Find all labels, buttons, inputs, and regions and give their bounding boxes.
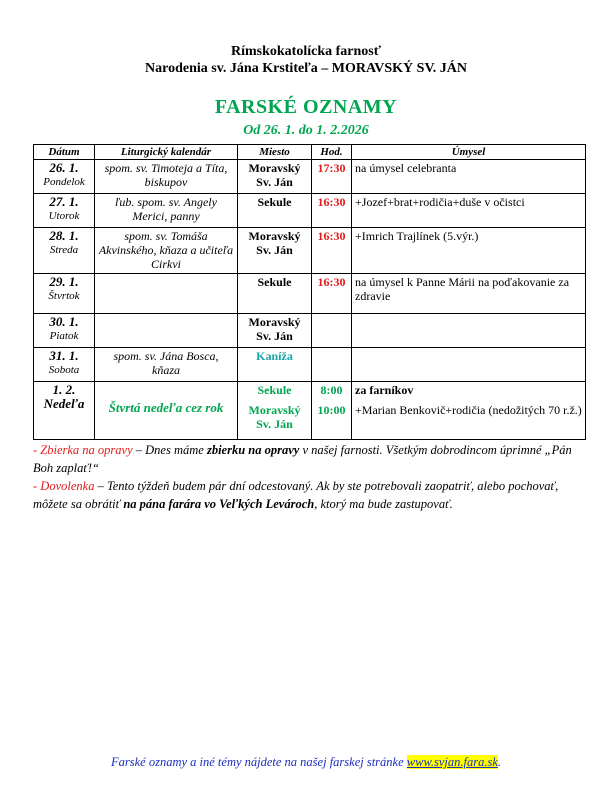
note-emphasis: na pána farára vo Veľkých Levároch <box>123 497 315 511</box>
footer-end: . <box>497 755 501 769</box>
row-date: 31. 1. <box>49 348 79 363</box>
row-date: 27. 1. <box>49 194 79 209</box>
row-intention: +Jozef+brat+rodičia+duše v očistci <box>355 195 525 209</box>
sunday-hour-2: 10:00 <box>317 403 346 417</box>
row-hour: 17:30 <box>317 161 346 175</box>
row-liturgy: spom. sv. Timoteja a Títa, biskupov <box>104 161 228 189</box>
row-day: Štvrtok <box>48 290 80 302</box>
col-header-date: Dátum <box>34 145 95 160</box>
table-row <box>34 274 586 314</box>
parish-subtitle: Narodenia sv. Jána Krstiteľa – MORAVSKÝ SV. JÁN <box>145 61 467 76</box>
table-row <box>34 160 586 194</box>
note-collection-label: Zbierka na opravy <box>40 443 133 457</box>
row-place: Kaníža <box>256 349 293 363</box>
row-place: Moravský Sv. Ján <box>248 229 301 257</box>
row-place: Moravský Sv. Ján <box>248 161 301 189</box>
page-title: FARSKÉ OZNAMY <box>214 96 398 118</box>
note-text: – Dnes máme <box>132 443 207 457</box>
note-vacation-label: Dovolenka <box>40 479 95 493</box>
row-liturgy: ľub. spom. sv. Angely Merici, panny <box>115 195 217 223</box>
col-header-liturgy: Liturgický kalendár <box>95 145 238 160</box>
sunday-liturgy: Štvrtá nedeľa cez rok <box>108 400 224 415</box>
row-hour: 16:30 <box>317 229 346 243</box>
note-emphasis: zbierku na opravy <box>206 443 300 457</box>
row-day: Streda <box>49 244 79 256</box>
row-intention: na úmysel k Panne Márii na poďakovanie za zdravie <box>355 275 570 303</box>
row-day: Pondelok <box>43 176 85 188</box>
sunday-place-1: Sekule <box>257 383 292 397</box>
sunday-intention-1: za farníkov <box>355 383 414 397</box>
row-hour: 16:30 <box>317 195 346 209</box>
col-header-hour: Hod. <box>312 145 352 160</box>
row-day: Utorok <box>48 210 80 222</box>
note-text: , ktorý ma bude zastupovať. <box>314 497 453 511</box>
row-place: Sekule <box>257 195 292 209</box>
col-header-intention: Úmysel <box>352 145 586 160</box>
footer-text: Farské oznamy a iné témy nájdete na našej farskej stránke <box>111 755 407 769</box>
footer <box>0 755 612 770</box>
announcement-collection: - Zbierka na opravy – Dnes máme zbierku na opravy v našej farnosti. Všetkým dobrodincom úprimné „Pán Boh zaplať!“ <box>33 443 572 475</box>
row-date: 28. 1. <box>49 228 79 243</box>
sunday-date: 1. 2. <box>52 382 76 397</box>
row-hour: 16:30 <box>317 275 346 289</box>
sunday-hour-1: 8:00 <box>320 383 343 397</box>
table-row <box>34 228 586 274</box>
row-intention: na úmysel celebranta <box>355 161 457 175</box>
note-text: – Tento týždeň budem pár dní odcestovaný. Ak by ste potrebovali zaopatriť, alebo pochovať, môžete sa obrátiť <box>33 479 559 511</box>
table-header-row <box>34 145 586 160</box>
table-row <box>34 194 586 228</box>
website-link[interactable]: www.svjan.fara.sk <box>406 755 498 769</box>
table-row <box>34 348 586 382</box>
sunday-day: Nedeľa <box>43 396 85 411</box>
schedule-table <box>33 144 586 440</box>
announcement-vacation: - Dovolenka – Tento týždeň budem pár dní odcestovaný. Ak by ste potrebovali zaopatriť, alebo pochovať, môžete sa obrátiť na pána farára vo Veľkých Levároch, ktorý ma bude zastupovať. <box>33 479 559 511</box>
row-place: Sekule <box>257 275 292 289</box>
row-liturgy: spom. sv. Jána Bosca, kňaza <box>113 349 219 377</box>
parish-name: Rímskokatolícka farnosť <box>230 44 382 59</box>
row-date: 29. 1. <box>49 274 79 289</box>
sunday-place-2: Moravský Sv. Ján <box>248 403 301 431</box>
sunday-intention-2: +Marian Benkovič+rodičia (nedožitých 70 r.ž.) <box>355 403 582 417</box>
table-row <box>34 314 586 348</box>
period-range: Od 26. 1. do 1. 2.2026 <box>243 123 369 138</box>
row-intention: +Imrich Trajlínek (5.výr.) <box>355 229 479 243</box>
row-place: Moravský Sv. Ján <box>248 315 301 343</box>
row-day: Sobota <box>48 364 80 376</box>
table-row-sunday <box>34 382 586 440</box>
row-day: Piatok <box>49 330 79 342</box>
col-header-place: Miesto <box>238 145 312 160</box>
note-text: v našej farnosti. Všetkým dobrodincom úprimné „Pán Boh zaplať!“ <box>33 443 572 475</box>
row-date: 26. 1. <box>49 160 79 175</box>
row-liturgy: spom. sv. Tomáša Akvinského, kňaza a učiteľa Cirkvi <box>98 229 234 271</box>
row-date: 30. 1. <box>49 314 79 329</box>
